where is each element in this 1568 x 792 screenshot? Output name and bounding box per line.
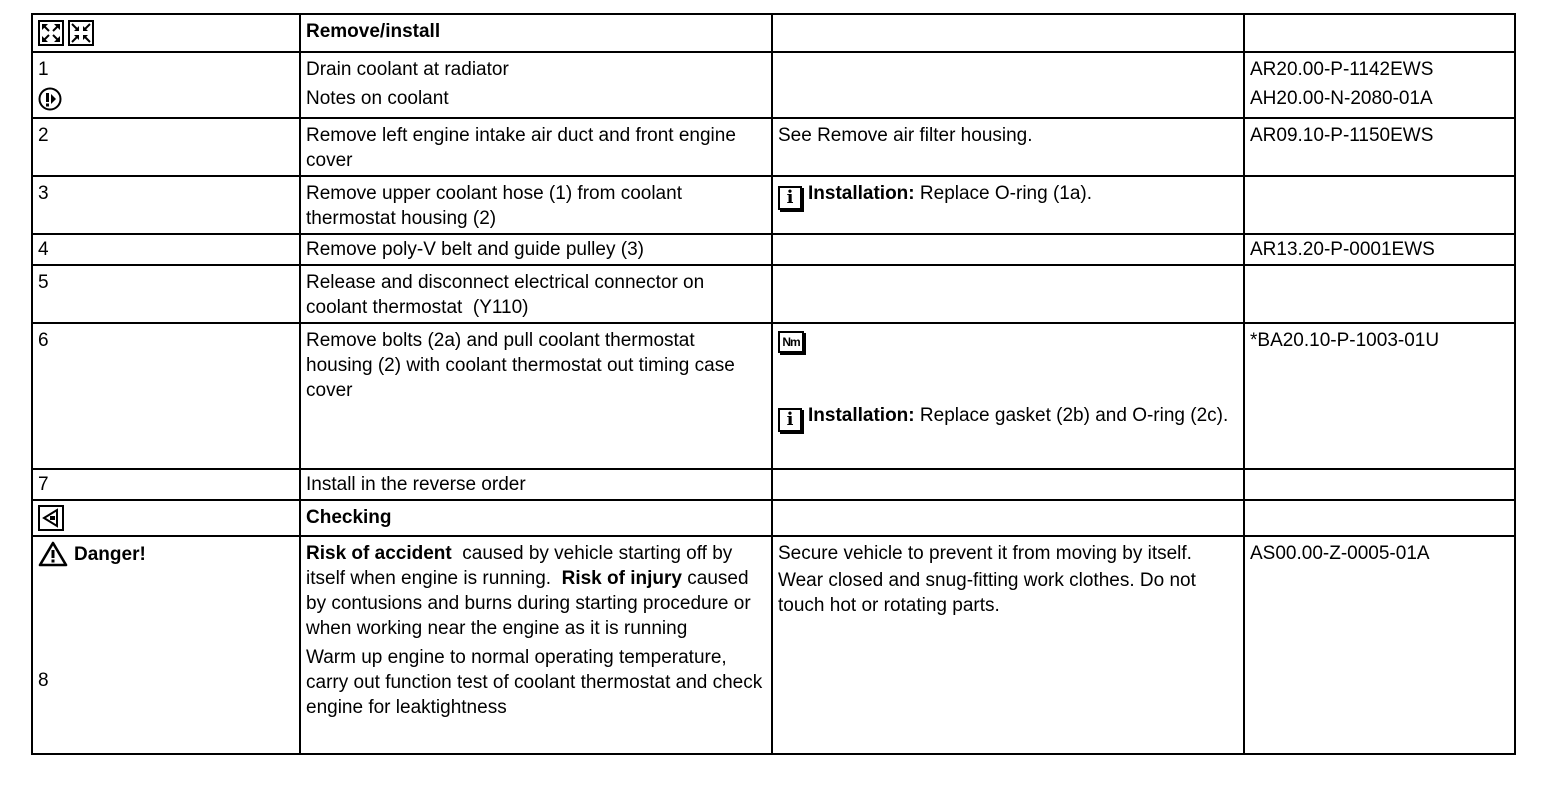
action-text: Install in the reverse order	[300, 469, 772, 500]
action-text: Remove upper coolant hose (1) from coolant thermostat housing (2)	[300, 176, 772, 234]
step-number: 7	[32, 469, 300, 500]
action-cell	[300, 52, 772, 118]
notes-text: See Remove air filter housing.	[772, 118, 1244, 176]
step-number: 1	[38, 59, 49, 80]
notes-text: Replace O-ring (1a).	[914, 183, 1093, 204]
danger-label: Danger!	[74, 543, 146, 565]
empty-cell	[772, 14, 1244, 52]
notes-cell	[772, 323, 1244, 469]
step-number: 6	[32, 323, 300, 469]
ref-cell	[1244, 265, 1515, 323]
expand-icon[interactable]	[38, 20, 64, 46]
notes-text: Secure vehicle to prevent it from moving by itself.	[778, 543, 1192, 564]
step-number: 4	[32, 234, 300, 265]
warning-triangle-icon	[38, 541, 68, 567]
action-text: Drain coolant at radiator	[306, 59, 509, 80]
collapse-icon[interactable]	[68, 20, 94, 46]
notes-cell	[772, 234, 1244, 265]
action-text: Release and disconnect electrical connector on coolant thermostat (Y110)	[300, 265, 772, 323]
danger-label-wrap	[38, 541, 294, 567]
action-text: Remove bolts (2a) and pull coolant thermostat housing (2) with coolant thermostat out timing case cover	[300, 323, 772, 469]
notes-text: Replace gasket (2b) and O-ring (2c).	[914, 405, 1229, 426]
table-row	[32, 52, 1515, 118]
installation-label: Installation:	[808, 183, 915, 204]
empty-cell	[1244, 500, 1515, 536]
danger-cell	[32, 536, 300, 754]
notes-circle-icon	[38, 87, 62, 111]
ref-link[interactable]: AH20.00-N-2080-01A	[1250, 88, 1433, 109]
table-row	[32, 176, 1515, 234]
step-number: 3	[32, 176, 300, 234]
section-header-checking	[32, 500, 1515, 536]
action-text: Remove poly-V belt and guide pulley (3)	[300, 234, 772, 265]
step-text: Warm up engine to normal operating temperature, carry out function test of coolant thermostat and check engine for leaktightness	[306, 647, 763, 718]
table-row	[32, 323, 1515, 469]
table-row	[32, 118, 1515, 176]
section-icon-cell	[32, 500, 300, 536]
notes-cell	[772, 52, 1244, 118]
empty-cell	[1244, 14, 1515, 52]
table-row	[32, 234, 1515, 265]
ref-link[interactable]: *BA20.10-P-1003-01U	[1244, 323, 1515, 469]
empty-cell	[772, 500, 1244, 536]
info-icon: i	[778, 186, 802, 210]
notes-cell	[772, 265, 1244, 323]
info-icon: i	[778, 408, 802, 432]
table-row	[32, 469, 1515, 500]
danger-text	[306, 541, 766, 641]
check-arrow-icon[interactable]	[38, 505, 64, 531]
danger-text-cell	[300, 536, 772, 754]
ref-link[interactable]: AR20.00-P-1142EWS	[1250, 59, 1434, 80]
section-icons-cell	[32, 14, 300, 52]
risk-injury-text: caused by contusions and burns during starting procedure or when working near the engine as it is running	[306, 568, 756, 639]
ref-cell	[1244, 52, 1515, 118]
ref-link[interactable]: AR09.10-P-1150EWS	[1244, 118, 1515, 176]
notes-cell	[772, 176, 1244, 234]
ref-link[interactable]: AS00.00-Z-0005-01A	[1244, 536, 1515, 754]
step-cell	[32, 52, 300, 118]
ref-cell	[1244, 176, 1515, 234]
notes-on-coolant-link[interactable]: Notes on coolant	[306, 88, 449, 109]
step-number: 8	[38, 670, 49, 691]
ref-cell	[1244, 469, 1515, 500]
step-number: 2	[32, 118, 300, 176]
risk-accident-label: Risk of accident	[306, 543, 452, 564]
installation-label: Installation:	[808, 405, 915, 426]
procedure-table	[31, 13, 1516, 755]
notes-text: Wear closed and snug-fitting work clothes. Do not touch hot or rotating parts.	[778, 570, 1196, 616]
table-row	[32, 265, 1515, 323]
section-header-remove-install	[32, 14, 1515, 52]
torque-nm-icon[interactable]: Nm	[778, 331, 804, 353]
section-title: Remove/install	[300, 14, 772, 52]
notes-cell	[772, 469, 1244, 500]
step-number: 5	[32, 265, 300, 323]
section-title: Checking	[300, 500, 772, 536]
risk-accident-text: caused by vehicle starting off by itself when engine is running.	[306, 543, 738, 589]
ref-link[interactable]: AR13.20-P-0001EWS	[1244, 234, 1515, 265]
action-text: Remove left engine intake air duct and front engine cover	[300, 118, 772, 176]
risk-injury-label: Risk of injury	[561, 568, 682, 589]
danger-notes-cell	[772, 536, 1244, 754]
table-row	[32, 536, 1515, 754]
